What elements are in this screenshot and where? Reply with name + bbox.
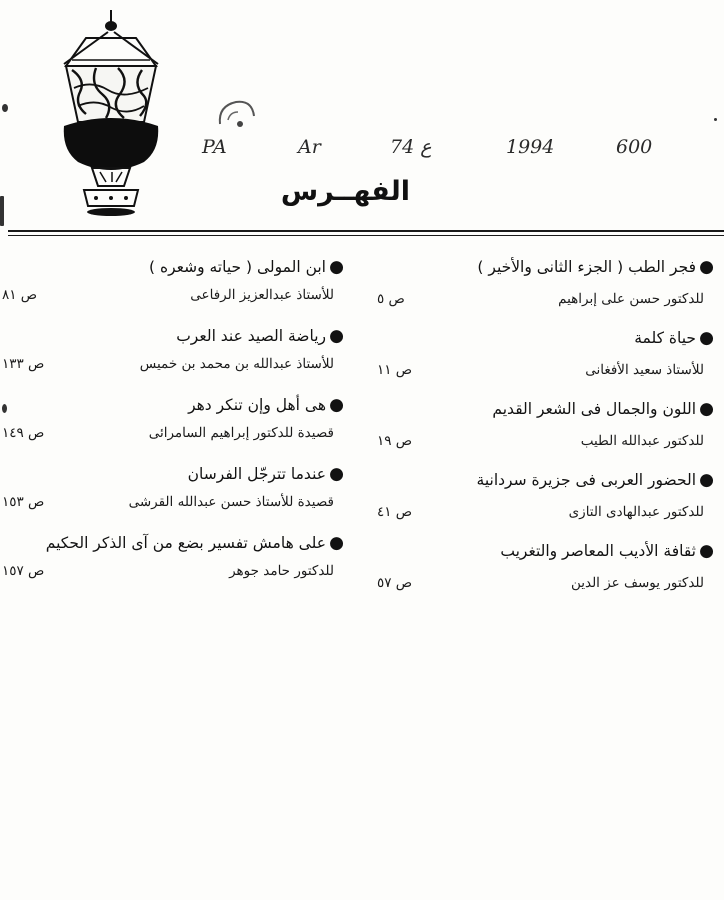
entry-page-number: ص ١٣٣: [2, 356, 45, 372]
entry-author: قصيدة للأستاذ حسن عبدالله القرشى: [128, 494, 334, 510]
contents-entry: [369, 396, 714, 454]
bullet-dot-icon: ●: [699, 328, 714, 348]
entry-title: رياضة الصيد عند العرب: [176, 327, 326, 345]
contents-entry: [369, 254, 714, 312]
entry-author: للدكتور عبدالله الطيب: [580, 433, 704, 449]
contents-entry: [0, 530, 344, 586]
catalog-note: [202, 132, 662, 172]
entry-author: قصيدة للدكتور إبراهيم السامرائى: [148, 425, 334, 441]
entry-title-line: [369, 538, 714, 564]
entry-title-line: [369, 254, 714, 280]
scan-speck: [714, 118, 717, 121]
entry-title: على هامش تفسير بضع من آى الذكر الحكيم: [45, 534, 326, 552]
entry-title-line: [369, 325, 714, 351]
entry-page-number: ص ٥٧: [377, 575, 413, 591]
entry-author-line: [0, 487, 344, 517]
bullet-dot-icon: ●: [329, 395, 344, 415]
entry-title-line: [0, 530, 344, 556]
entry-title: حياة كلمة: [634, 329, 696, 347]
entry-title-line: [369, 396, 714, 422]
contents-entry: [369, 538, 714, 596]
hanging-lantern-icon: [56, 10, 166, 218]
entry-title: ابن المولى ( حياته وشعره ): [148, 258, 326, 276]
entry-author: للدكتور عبدالهادى التازى: [568, 504, 704, 520]
catalog-note-part: 1994: [506, 136, 555, 158]
scan-speck: [2, 104, 8, 112]
contents-entry: [0, 323, 344, 379]
entry-author-line: [0, 418, 344, 448]
entry-author-line: [369, 493, 714, 525]
contents-entry: [0, 461, 344, 517]
entry-author: للدكتور يوسف عز الدين: [570, 575, 704, 591]
entry-page-number: ص ١٥٧: [2, 563, 45, 579]
bullet-dot-icon: ●: [329, 533, 344, 553]
entry-page-number: ص ١٥٣: [2, 494, 45, 510]
entry-title: هى أهل وإن تنكر دهر: [188, 396, 326, 414]
entry-title-line: [0, 461, 344, 487]
entry-title-line: [0, 323, 344, 349]
divider: [8, 230, 724, 232]
entry-title-line: [369, 467, 714, 493]
bullet-dot-icon: ●: [329, 464, 344, 484]
catalog-note-part: 600: [616, 136, 653, 158]
entry-author-line: [369, 564, 714, 596]
bullet-dot-icon: ●: [329, 257, 344, 277]
entry-title: ثقافة الأديب المعاصر والتغريب: [500, 542, 696, 560]
bullet-dot-icon: ●: [699, 257, 714, 277]
entry-page-number: ص ١٩: [377, 433, 413, 449]
entry-author: للأستاذ عبدالعزيز الرفاعى: [190, 287, 334, 303]
bullet-dot-icon: ●: [699, 541, 714, 561]
entry-author-line: [0, 349, 344, 379]
divider: [8, 235, 724, 236]
entry-author-line: [369, 422, 714, 454]
catalog-note-part: PA: [202, 136, 227, 158]
bullet-dot-icon: ●: [699, 399, 714, 419]
catalog-note-part: 74 ع: [390, 136, 432, 158]
page-title: الفهــرس: [280, 176, 410, 207]
contents-entry: [0, 392, 344, 448]
entry-author-line: [369, 351, 714, 383]
entry-author-line: [0, 280, 344, 310]
entry-author-line: [369, 280, 714, 312]
entry-page-number: ص ١٤٩: [2, 425, 45, 441]
contents-entry: [369, 467, 714, 525]
contents-entry: [369, 325, 714, 383]
scan-speck: [2, 404, 7, 413]
entry-author: للدكتور حسن على إبراهيم: [558, 291, 704, 307]
entry-page-number: ص ١١: [377, 362, 413, 378]
entry-title: اللون والجمال فى الشعر القديم: [492, 400, 696, 418]
bullet-dot-icon: ●: [329, 326, 344, 346]
contents-entry: [0, 254, 344, 310]
entry-page-number: ص ٤١: [377, 504, 413, 520]
contents-column-left: [0, 254, 344, 599]
entry-page-number: ص ٨١: [2, 287, 38, 303]
entry-title-line: [0, 392, 344, 418]
catalog-note-part: Ar: [298, 136, 321, 158]
entry-title-line: [0, 254, 344, 280]
entry-author: للأستاذ سعيد الأفغانى: [585, 362, 704, 378]
entry-title: عندما تترجّل الفرسان: [187, 465, 326, 483]
entry-author-line: [0, 556, 344, 586]
contents-column-right: [369, 254, 714, 609]
scan-speck: [0, 196, 4, 226]
entry-title: الحضور العربى فى جزيرة سردانية: [476, 471, 696, 489]
entry-title: فجر الطب ( الجزء الثانى والأخير ): [477, 258, 696, 276]
entry-author: للدكتور حامد جوهر: [229, 563, 334, 579]
bullet-dot-icon: ●: [699, 470, 714, 490]
entry-page-number: ص ٥: [377, 291, 405, 307]
entry-author: للأستاذ عبدالله بن محمد بن خميس: [139, 356, 334, 372]
